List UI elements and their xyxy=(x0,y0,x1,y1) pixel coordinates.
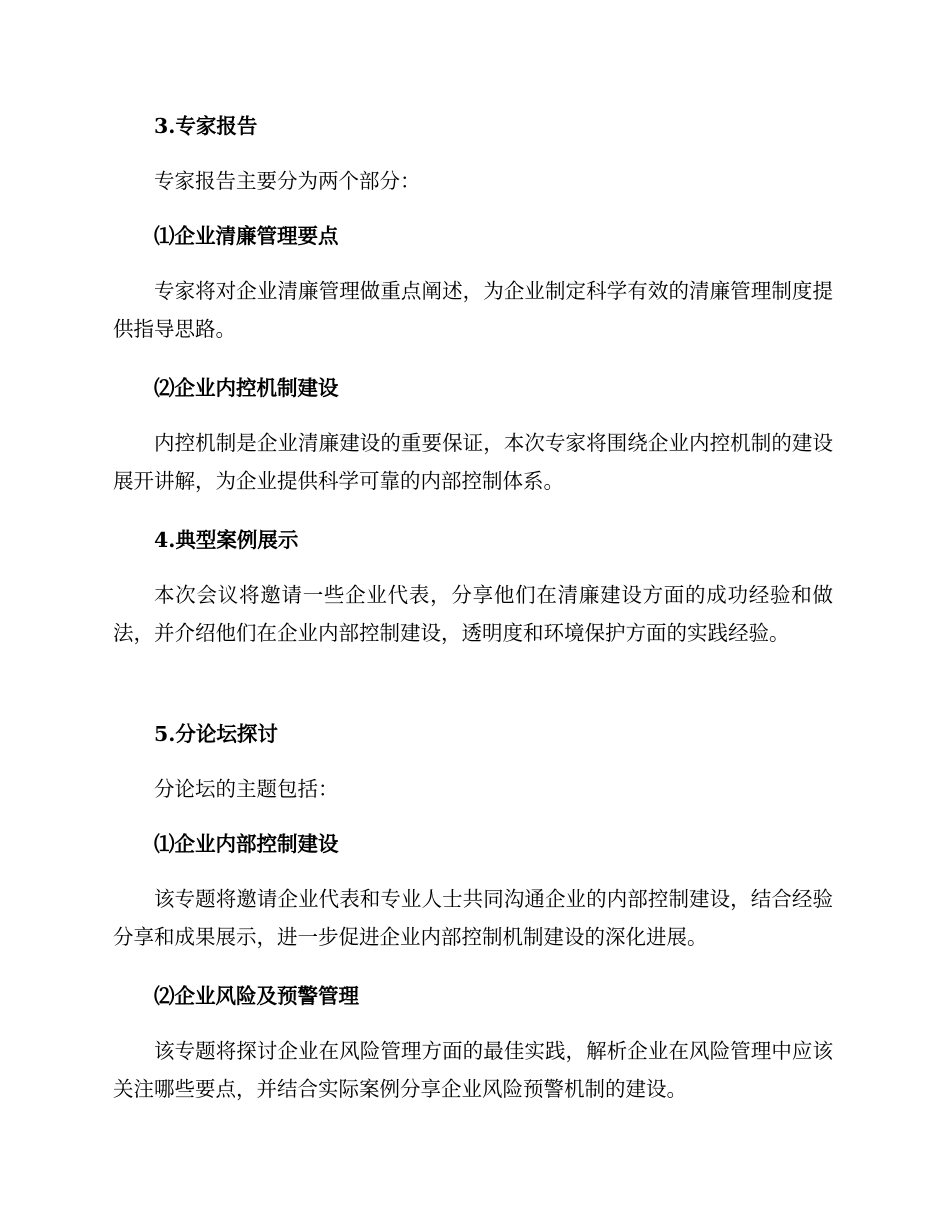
section-heading-forum: 5.分论坛探讨 xyxy=(154,722,278,746)
paragraph-expert-report-intro: 专家报告主要分为两个部分： xyxy=(154,169,421,193)
subheading-internal-control: ⑵企业内控机制建设 xyxy=(154,376,339,400)
paragraph-internal-control-construction: 该专题将邀请企业代表和专业人士共同沟通企业的内部控制建设，结合经验分享和成果展示，进一步促进企业内部控制机制建设的深化进展。 xyxy=(113,887,833,949)
paragraph-risk-warning: 该专题将探讨企业在风险管理方面的最佳实践，解析企业在风险管理中应该关注哪些要点，并结合实际案例分享企业风险预警机制的建设。 xyxy=(113,1039,833,1101)
section-heading-expert-report: 3.专家报告 xyxy=(154,114,258,138)
paragraph-forum-intro: 分论坛的主题包括： xyxy=(154,777,339,801)
subheading-risk-warning: ⑵企业风险及预警管理 xyxy=(154,984,359,1008)
paragraph-internal-control: 内控机制是企业清廉建设的重要保证，本次专家将围绕企业内控机制的建设展开讲解，为企业提供科学可靠的内部控制体系。 xyxy=(113,431,833,493)
subheading-internal-control-construction: ⑴企业内部控制建设 xyxy=(154,832,339,856)
paragraph-case-studies: 本次会议将邀请一些企业代表，分享他们在清廉建设方面的成功经验和做法，并介绍他们在企业内部控制建设，透明度和环境保护方面的实践经验。 xyxy=(113,583,833,645)
paragraph-integrity-management: 专家将对企业清廉管理做重点阐述，为企业制定科学有效的清廉管理制度提供指导思路。 xyxy=(113,279,833,341)
section-heading-case-studies: 4.典型案例展示 xyxy=(154,528,299,552)
subheading-integrity-management: ⑴企业清廉管理要点 xyxy=(154,224,339,248)
